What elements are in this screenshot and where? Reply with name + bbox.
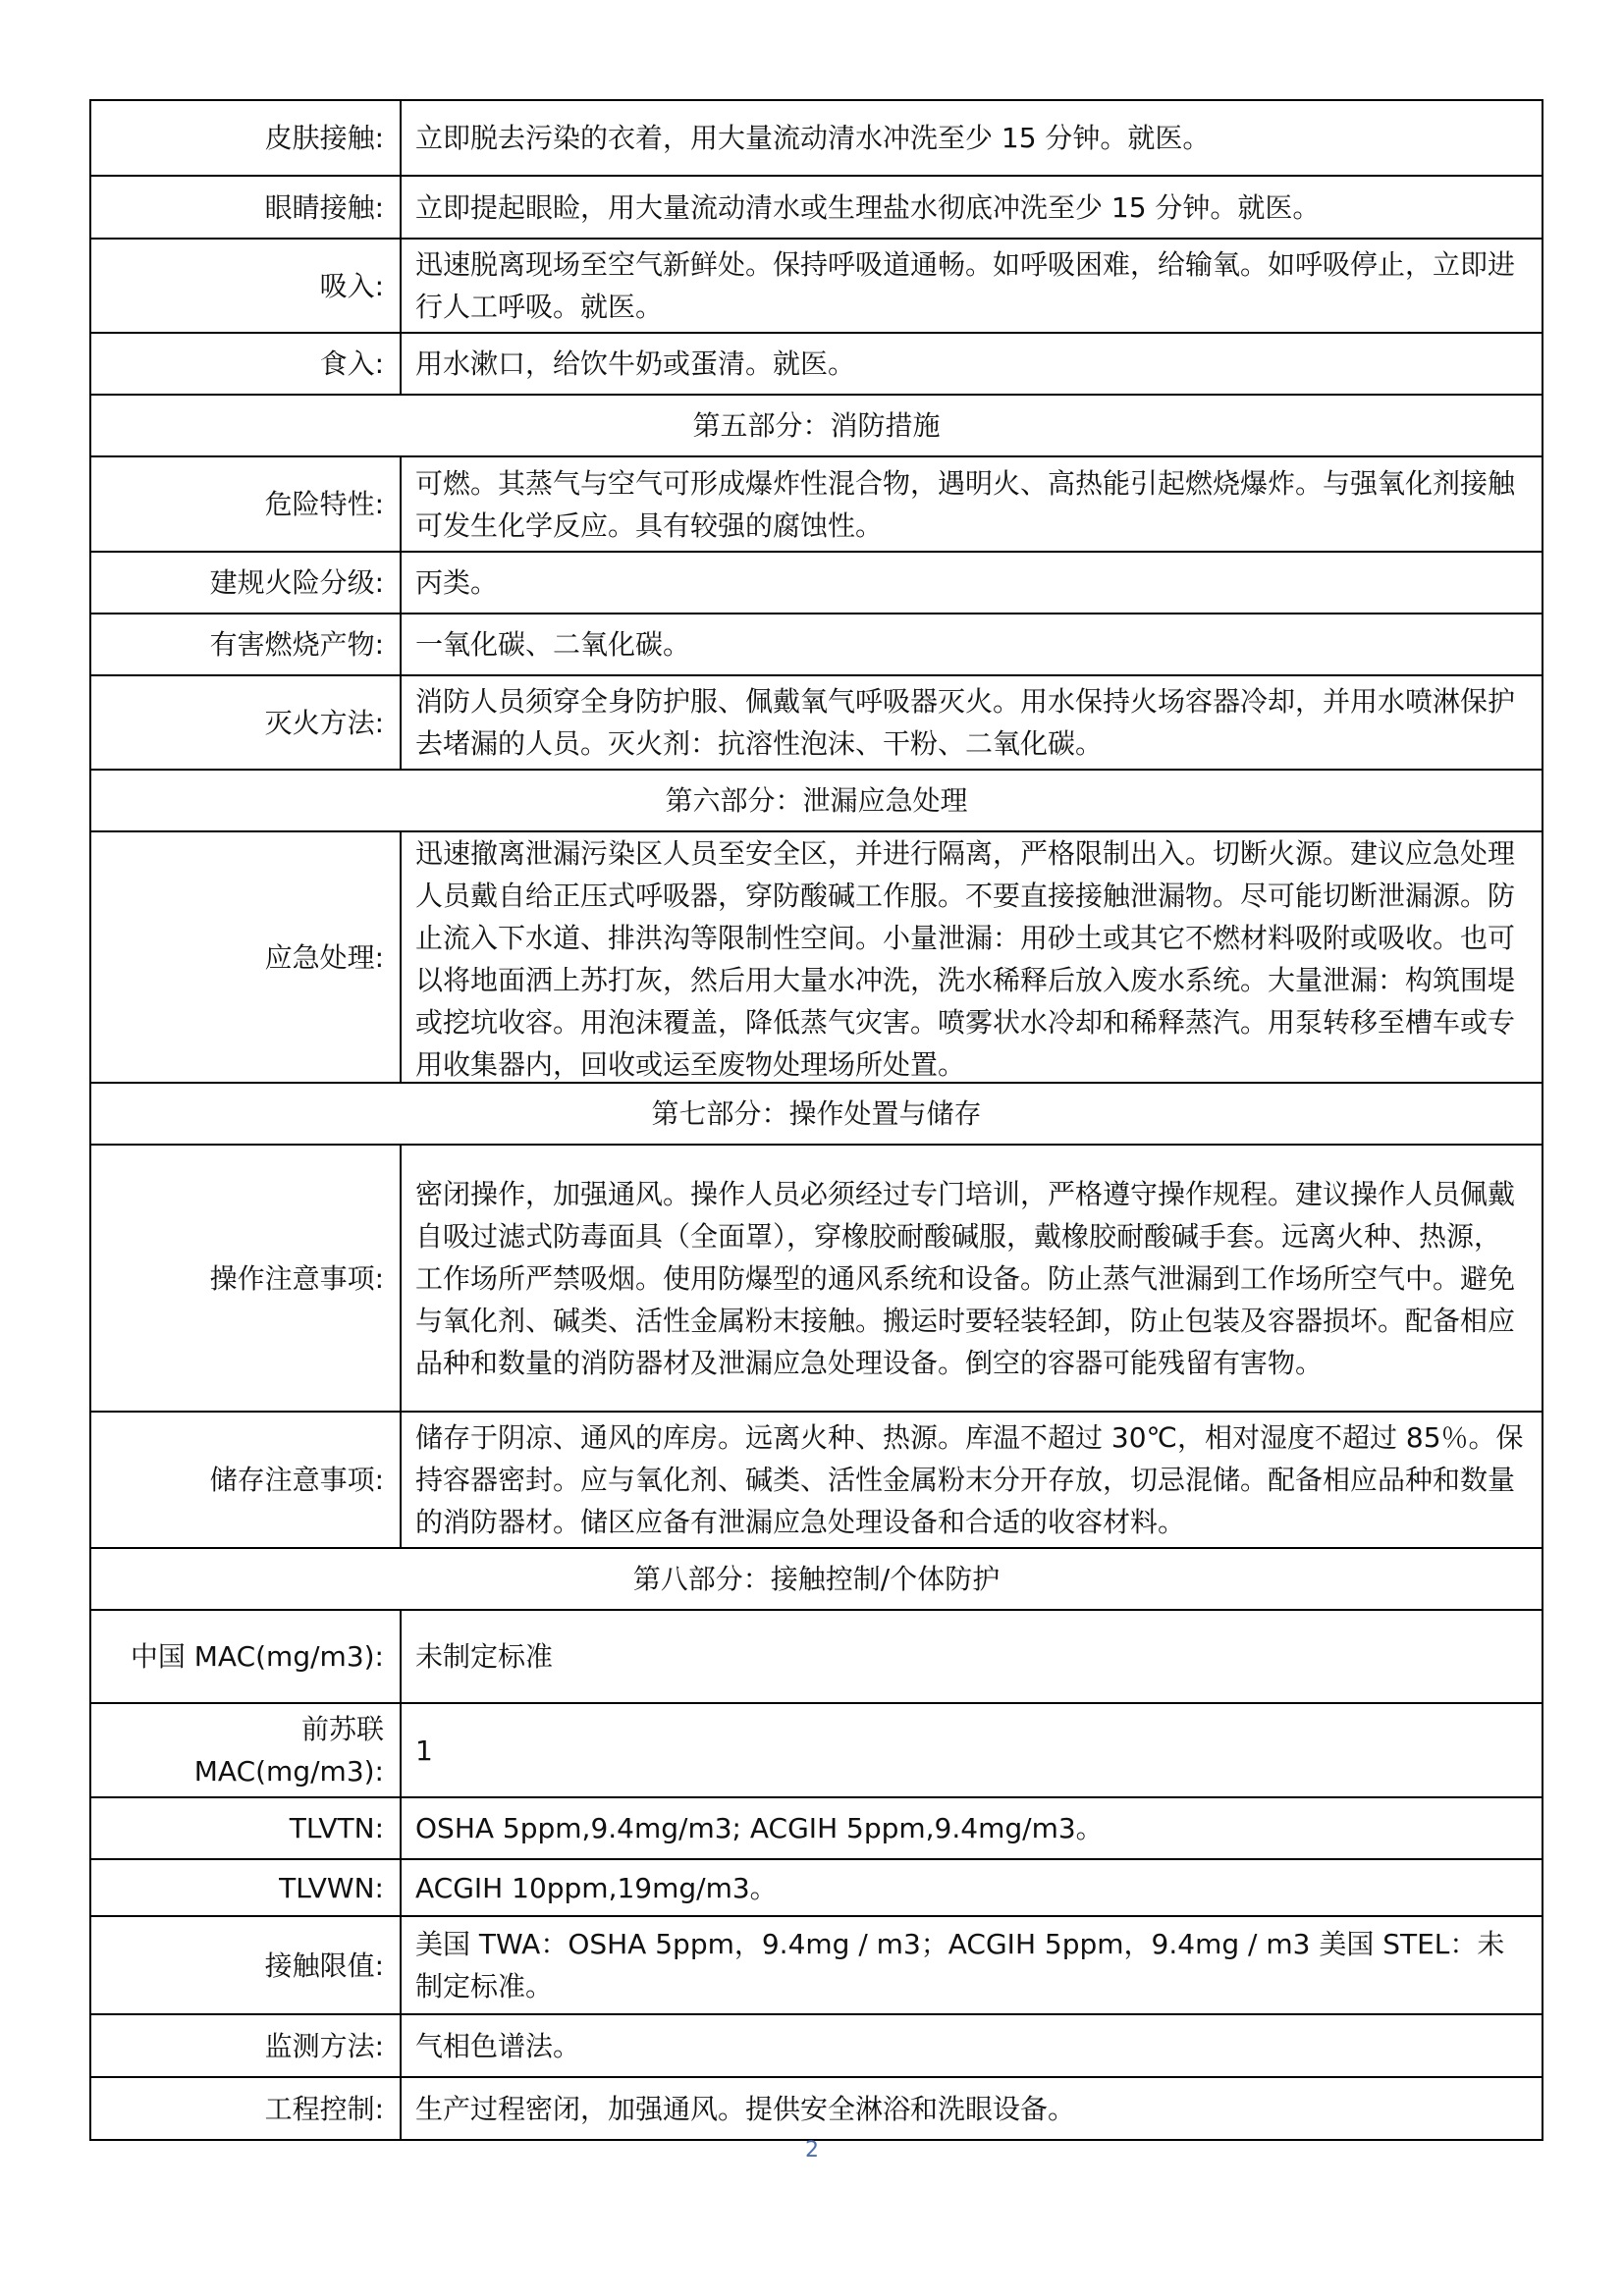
section6-heading-row xyxy=(90,770,1543,831)
emergency-label: 应急处理: xyxy=(90,831,401,1083)
inhalation-text: 迅速脱离现场至空气新鲜处。保持呼吸道通畅。如呼吸困难，给输氧。如呼吸停止，立即进行人工呼吸。就医。 xyxy=(401,239,1543,333)
hazard-row xyxy=(90,456,1543,552)
ingestion-label: 食入: xyxy=(90,333,401,395)
storage-text: 储存于阴凉、通风的库房。远离火种、热源。库温不超过 30℃，相对湿度不超过 85％。保持容器密封。应与氧化剂、碱类、活性金属粉末分开存放，切忌混储。配备相应品种和数量的消防器材。储区应备有泄漏应急处理设备和合适的收容材料。 xyxy=(401,1412,1543,1548)
china-mac-row xyxy=(90,1610,1543,1703)
tlvtn-row xyxy=(90,1797,1543,1859)
ingestion-row xyxy=(90,333,1543,395)
extinguish-text: 消防人员须穿全身防护服、佩戴氧气呼吸器灭火。用水保持火场容器冷却，并用水喷淋保护去堵漏的人员。灭火剂：抗溶性泡沫、干粉、二氧化碳。 xyxy=(401,675,1543,770)
skin-contact-row xyxy=(90,100,1543,176)
handling-label: 操作注意事项: xyxy=(90,1145,401,1412)
combustion-row xyxy=(90,614,1543,675)
skin-contact-label: 皮肤接触: xyxy=(90,100,401,176)
ussr-mac-label xyxy=(90,1703,401,1797)
combustion-label: 有害燃烧产物: xyxy=(90,614,401,675)
extinguish-label: 灭火方法: xyxy=(90,675,401,770)
handling-text: 密闭操作，加强通风。操作人员必须经过专门培训，严格遵守操作规程。建议操作人员佩戴自吸过滤式防毒面具（全面罩），穿橡胶耐酸碱服，戴橡胶耐酸碱手套。远离火种、热源，工作场所严禁吸烟。使用防爆型的通风系统和设备。防止蒸气泄漏到工作场所空气中。避免与氧化剂、碱类、活性金属粉末接触。搬运时要轻装轻卸，防止包装及容器损坏。配备相应品种和数量的消防器材及泄漏应急处理设备。倒空的容器可能残留有害物。 xyxy=(401,1145,1543,1412)
limits-label: 接触限值: xyxy=(90,1916,401,2014)
emergency-cell xyxy=(401,831,1543,1083)
section5-title: 第五部分：消防措施 xyxy=(90,395,1543,456)
sds-table xyxy=(89,99,1543,2141)
ussr-mac-text: 1 xyxy=(401,1703,1543,1797)
section8-heading-row xyxy=(90,1548,1543,1610)
tlvwn-row xyxy=(90,1859,1543,1916)
monitoring-label: 监测方法: xyxy=(90,2014,401,2077)
ussr-mac-row xyxy=(90,1703,1543,1797)
eye-contact-text: 立即提起眼睑，用大量流动清水或生理盐水彻底冲洗至少 15 分钟。就医。 xyxy=(401,176,1543,239)
inhalation-label: 吸入: xyxy=(90,239,401,333)
fire-class-row xyxy=(90,552,1543,614)
limits-row xyxy=(90,1916,1543,2014)
limits-text: 美国 TWA：OSHA 5ppm，9.4mg / m3；ACGIH 5ppm，9.4mg / m3 美国 STEL：未制定标准。 xyxy=(401,1916,1543,2014)
section5-heading-row xyxy=(90,395,1543,456)
china-mac-label: 中国 MAC(mg/m3): xyxy=(90,1610,401,1703)
section7-heading-row xyxy=(90,1083,1543,1145)
engineering-text: 生产过程密闭，加强通风。提供安全淋浴和洗眼设备。 xyxy=(401,2077,1543,2140)
tlvwn-text: ACGIH 10ppm,19mg/m3。 xyxy=(401,1859,1543,1916)
hazard-text: 可燃。其蒸气与空气可形成爆炸性混合物，遇明火、高热能引起燃烧爆炸。与强氧化剂接触可发生化学反应。具有较强的腐蚀性。 xyxy=(401,456,1543,552)
tlvtn-text: OSHA 5ppm,9.4mg/m3; ACGIH 5ppm,9.4mg/m3。 xyxy=(401,1797,1543,1859)
combustion-text: 一氧化碳、二氧化碳。 xyxy=(401,614,1543,675)
monitoring-row xyxy=(90,2014,1543,2077)
skin-contact-text: 立即脱去污染的衣着，用大量流动清水冲洗至少 15 分钟。就医。 xyxy=(401,100,1543,176)
storage-label: 储存注意事项: xyxy=(90,1412,401,1548)
page-number: 2 xyxy=(805,2138,819,2163)
emergency-text: 迅速撤离泄漏污染区人员至安全区，并进行隔离，严格限制出入。切断火源。建议应急处理人员戴自给正压式呼吸器，穿防酸碱工作服。不要直接接触泄漏物。尽可能切断泄漏源。防止流入下水道、排洪沟等限制性空间。小量泄漏：用砂土或其它不燃材料吸附或吸收。也可以将地面洒上苏打灰，然后用大量水冲洗，洗水稀释后放入废水系统。大量泄漏：构筑围堤或挖坑收容。用泡沫覆盖，降低蒸气灾害。喷雾状水冷却和稀释蒸汽。用泵转移至槽车或专用收集器内，回收或运至废物处理场所处置。 xyxy=(415,837,1516,1081)
section6-title: 第六部分：泄漏应急处理 xyxy=(90,770,1543,831)
inhalation-row xyxy=(90,239,1543,333)
storage-row xyxy=(90,1412,1543,1548)
tlvtn-label: TLVTN: xyxy=(90,1797,401,1859)
ussr-mac-label-line1: 前苏联 xyxy=(300,1713,384,1745)
engineering-row xyxy=(90,2077,1543,2140)
handling-row xyxy=(90,1145,1543,1412)
ussr-mac-label-line2: MAC(mg/m3): xyxy=(193,1755,384,1788)
extinguish-row xyxy=(90,675,1543,770)
fire-class-label: 建规火险分级: xyxy=(90,552,401,614)
fire-class-text: 丙类。 xyxy=(401,552,1543,614)
section7-title: 第七部分：操作处置与储存 xyxy=(90,1083,1543,1145)
emergency-row xyxy=(90,831,1543,1083)
eye-contact-label: 眼睛接触: xyxy=(90,176,401,239)
hazard-label: 危险特性: xyxy=(90,456,401,552)
engineering-label: 工程控制: xyxy=(90,2077,401,2140)
ingestion-text: 用水漱口，给饮牛奶或蛋清。就医。 xyxy=(401,333,1543,395)
tlvwn-label: TLVWN: xyxy=(90,1859,401,1916)
eye-contact-row xyxy=(90,176,1543,239)
monitoring-text: 气相色谱法。 xyxy=(401,2014,1543,2077)
section8-title: 第八部分：接触控制/个体防护 xyxy=(90,1548,1543,1610)
china-mac-text: 未制定标准 xyxy=(401,1610,1543,1703)
